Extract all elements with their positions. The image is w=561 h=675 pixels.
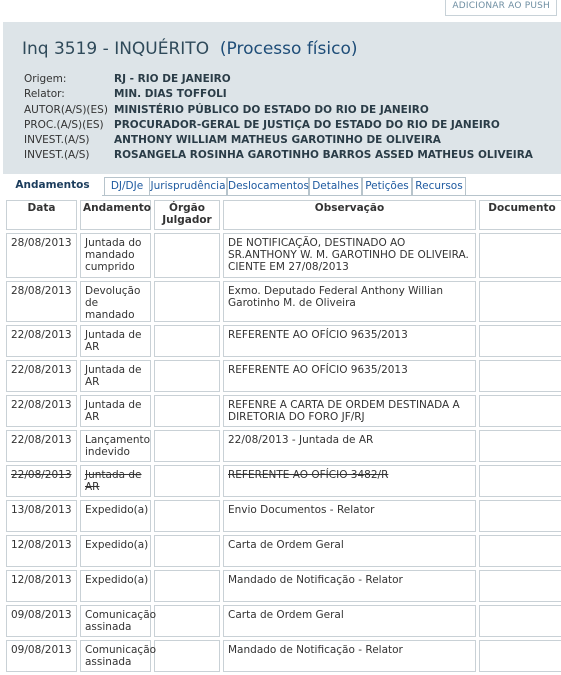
observacao-cell: REFERENTE AO OFÍCIO 9635/2013 xyxy=(223,360,476,392)
date-cell: 12/08/2013 xyxy=(6,535,77,567)
date-cell: 09/08/2013 xyxy=(6,640,77,672)
tab-bar xyxy=(3,175,561,196)
andamento-cell: Juntada de AR xyxy=(80,395,151,427)
detail-label: INVEST.(A/S) xyxy=(24,149,90,162)
observacao-cell: Carta de Ordem Geral xyxy=(223,605,476,637)
orgao-cell xyxy=(154,360,220,392)
andamento-cell: Devolução de mandado xyxy=(80,281,151,322)
detail-row xyxy=(24,87,533,102)
detail-value: MIN. DIAS TOFFOLI xyxy=(114,88,227,101)
date-cell: 09/08/2013 xyxy=(6,605,77,637)
andamento-cell: Comunicação assinada xyxy=(80,640,151,672)
orgao-cell xyxy=(154,535,220,567)
header-documento: Documento xyxy=(479,200,561,230)
header-orgao-julgador: Órgão Julgador xyxy=(154,200,220,230)
observacao-cell: Mandado de Notificação - Relator xyxy=(223,570,476,602)
date-cell: 22/08/2013 xyxy=(6,360,77,392)
tab-dj-dje[interactable]: DJ/DJe xyxy=(104,177,150,195)
date-cell: 22/08/2013 xyxy=(6,465,77,497)
andamento-cell: Juntada de AR xyxy=(80,465,151,497)
orgao-cell xyxy=(154,640,220,672)
observacao-cell: REFERENTE AO OFÍCIO 9635/2013 xyxy=(223,325,476,357)
add-to-push-button[interactable]: ADICIONAR AO PUSH xyxy=(445,0,557,16)
table-row xyxy=(6,535,561,567)
andamentos-table xyxy=(3,197,561,675)
date-cell: 28/08/2013 xyxy=(6,281,77,322)
documento-cell xyxy=(479,640,561,672)
table-row xyxy=(6,605,561,637)
table-row xyxy=(6,233,561,278)
date-cell: 22/08/2013 xyxy=(6,325,77,357)
documento-cell xyxy=(479,281,561,322)
process-title: Inq 3519 - INQUÉRITO xyxy=(22,39,210,59)
orgao-cell xyxy=(154,500,220,532)
detail-row xyxy=(24,72,533,87)
andamento-cell: Expedido(a) xyxy=(80,570,151,602)
detail-row xyxy=(24,118,533,133)
page-title xyxy=(22,39,357,59)
documento-cell xyxy=(479,395,561,427)
orgao-cell xyxy=(154,570,220,602)
orgao-cell xyxy=(154,233,220,278)
orgao-cell xyxy=(154,430,220,462)
detail-value: ANTHONY WILLIAM MATHEUS GAROTINHO DE OLIVEIRA xyxy=(114,134,441,147)
table-row xyxy=(6,360,561,392)
andamento-cell: Lançamento indevido xyxy=(80,430,151,462)
documento-cell xyxy=(479,430,561,462)
tab-peticoes[interactable]: Petições xyxy=(362,177,412,195)
detail-value: PROCURADOR-GERAL DE JUSTIÇA DO ESTADO DO RIO DE JANEIRO xyxy=(114,118,500,131)
observacao-cell: DE NOTIFICAÇÃO, DESTINADO AO SR.ANTHONY W. M. GAROTINHO DE OLIVEIRA. CIENTE EM 27/08/2013 xyxy=(223,233,476,278)
tab-andamentos[interactable]: Andamentos xyxy=(3,177,102,196)
andamento-cell: Expedido(a) xyxy=(80,535,151,567)
date-cell: 12/08/2013 xyxy=(6,570,77,602)
documento-cell xyxy=(479,465,561,497)
header-andamento: Andamento xyxy=(80,200,151,230)
tab-deslocamentos[interactable]: Deslocamentos xyxy=(227,177,309,195)
detail-row xyxy=(24,133,533,148)
table-row xyxy=(6,430,561,462)
observacao-cell: REFERENTE AO OFÍCIO 3482/R xyxy=(223,465,476,497)
documento-cell xyxy=(479,535,561,567)
top-bar xyxy=(0,0,561,22)
orgao-cell xyxy=(154,395,220,427)
orgao-cell xyxy=(154,281,220,322)
table-header-row xyxy=(6,200,561,230)
date-cell: 22/08/2013 xyxy=(6,395,77,427)
andamento-cell: Expedido(a) xyxy=(80,500,151,532)
andamento-cell: Comunicação assinada xyxy=(80,605,151,637)
table-row xyxy=(6,281,561,322)
detail-label: INVEST.(A/S) xyxy=(24,134,90,147)
observacao-cell: Carta de Ordem Geral xyxy=(223,535,476,567)
detail-label: AUTOR(A/S)(ES) xyxy=(24,103,108,116)
table-body xyxy=(6,233,561,672)
observacao-cell: Envio Documentos - Relator xyxy=(223,500,476,532)
documento-cell xyxy=(479,570,561,602)
detail-value: ROSANGELA ROSINHA GAROTINHO BARROS ASSED MATHEUS OLIVEIRA xyxy=(114,149,533,162)
documento-cell xyxy=(479,325,561,357)
observacao-cell: Mandado de Notificação - Relator xyxy=(223,640,476,672)
detail-label: Origem: xyxy=(24,73,67,85)
andamento-cell: Juntada do mandado cumprido xyxy=(80,233,151,278)
table-row xyxy=(6,325,561,357)
tab-recursos[interactable]: Recursos xyxy=(412,177,466,195)
detail-label: Relator: xyxy=(24,88,65,101)
andamento-cell: Juntada de AR xyxy=(80,360,151,392)
documento-cell xyxy=(479,500,561,532)
observacao-cell: REFENRE A CARTA DE ORDEM DESTINADA A DIRETORIA DO FORO JF/RJ xyxy=(223,395,476,427)
table-row xyxy=(6,500,561,532)
detail-value: RJ - RIO DE JANEIRO xyxy=(114,73,231,85)
table-row xyxy=(6,395,561,427)
orgao-cell xyxy=(154,325,220,357)
detail-row xyxy=(24,148,533,163)
table-row xyxy=(6,465,561,497)
documento-cell xyxy=(479,233,561,278)
process-type: (Processo físico) xyxy=(219,39,358,59)
observacao-cell: Exmo. Deputado Federal Anthony Willian Garotinho M. de Oliveira xyxy=(223,281,476,322)
detail-label: PROC.(A/S)(ES) xyxy=(24,118,104,131)
process-header xyxy=(3,22,561,174)
documento-cell xyxy=(479,605,561,637)
detail-value: MINISTÉRIO PÚBLICO DO ESTADO DO RIO DE JANEIRO xyxy=(114,103,429,116)
table-row xyxy=(6,640,561,672)
date-cell: 28/08/2013 xyxy=(6,233,77,278)
date-cell: 13/08/2013 xyxy=(6,500,77,532)
observacao-cell: 22/08/2013 - Juntada de AR xyxy=(223,430,476,462)
orgao-cell xyxy=(154,605,220,637)
process-details xyxy=(24,72,533,164)
orgao-cell xyxy=(154,465,220,497)
header-observacao: Observação xyxy=(223,200,476,230)
detail-row xyxy=(24,103,533,118)
header-data: Data xyxy=(6,200,77,230)
date-cell: 22/08/2013 xyxy=(6,430,77,462)
tab-detalhes[interactable]: Detalhes xyxy=(309,177,362,195)
tab-jurisprudencia[interactable]: Jurisprudência xyxy=(149,177,227,195)
documento-cell xyxy=(479,360,561,392)
table-row xyxy=(6,570,561,602)
andamento-cell: Juntada de AR xyxy=(80,325,151,357)
